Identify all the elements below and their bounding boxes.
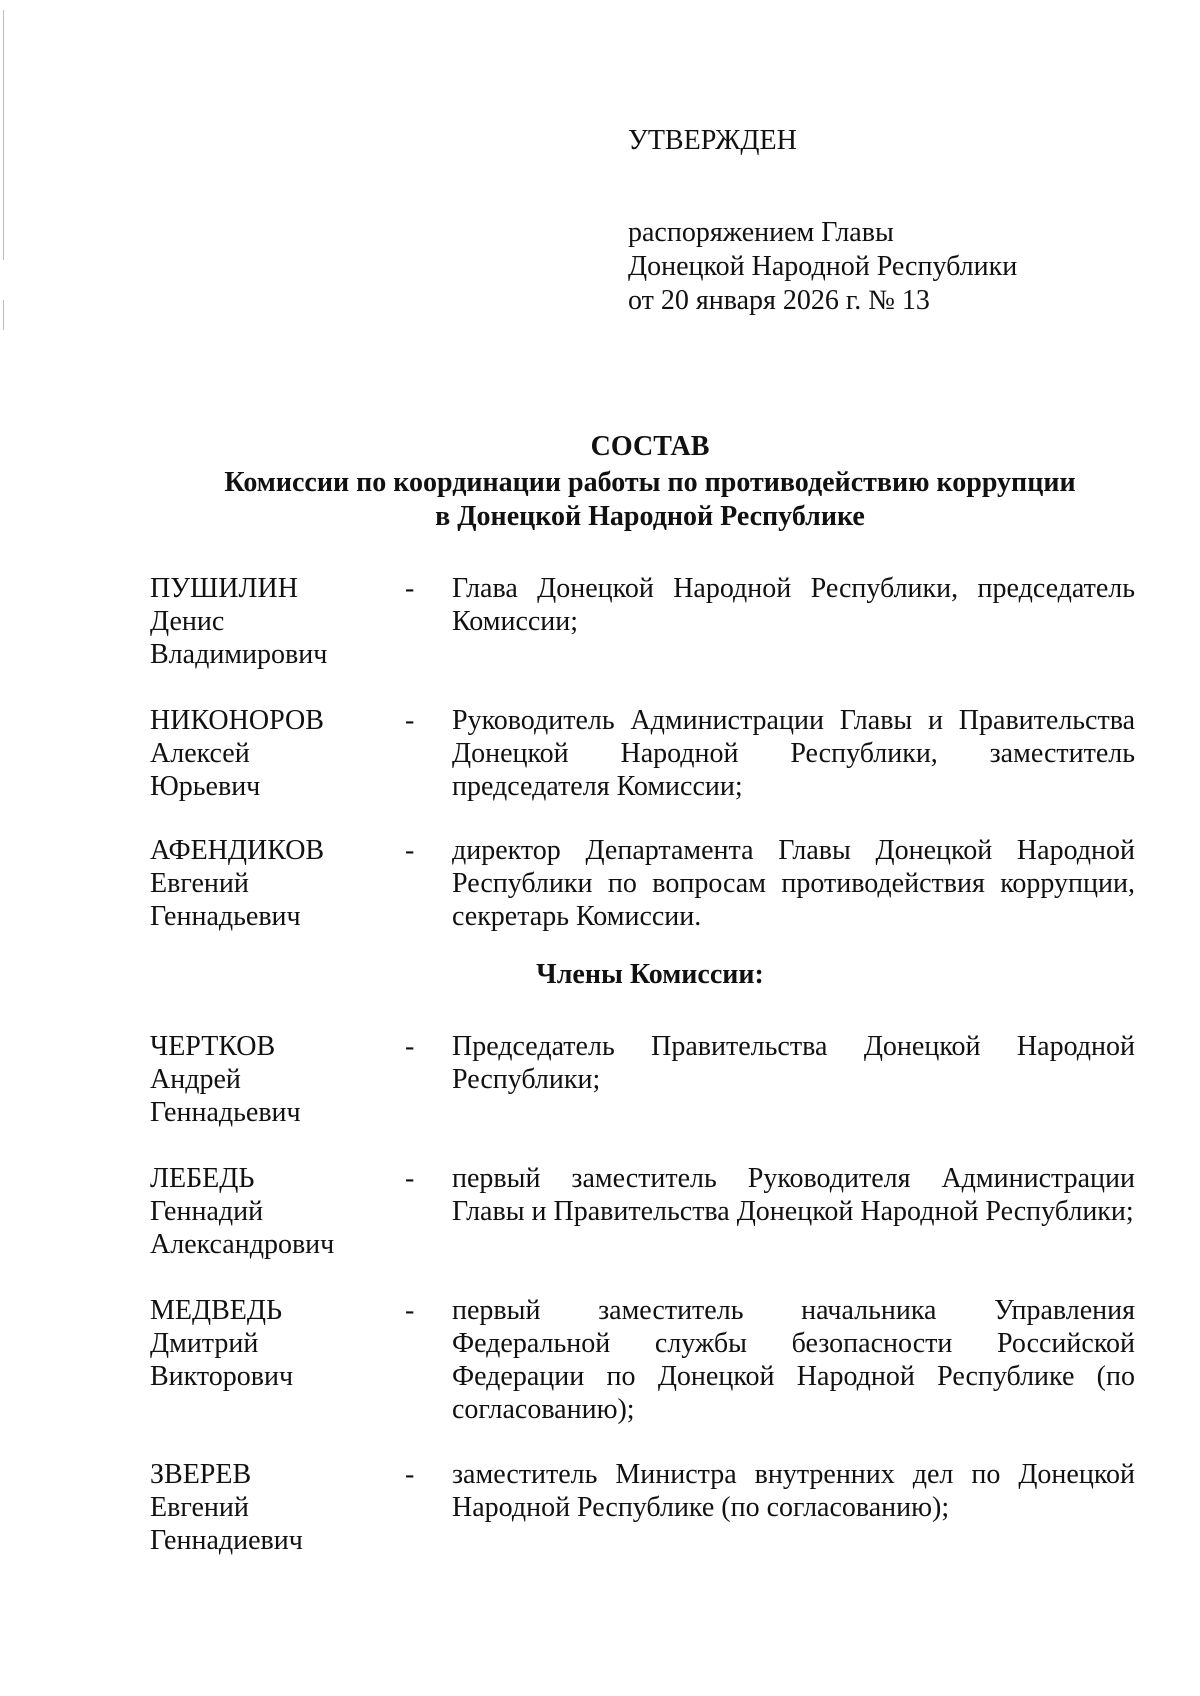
surname: ПУШИЛИН bbox=[150, 573, 298, 604]
patronymic: Юрьевич bbox=[150, 771, 261, 802]
subtitle-line: Комиссии по координации работы по противодействию коррупции bbox=[224, 467, 1076, 498]
subtitle-line: в Донецкой Народной Республике bbox=[435, 501, 865, 532]
commission-entry bbox=[150, 1294, 1135, 1434]
first-name: Евгений bbox=[150, 1492, 249, 1523]
dash-separator: - bbox=[405, 705, 415, 736]
surname: НИКОНОРОВ bbox=[150, 705, 324, 736]
patronymic: Владимирович bbox=[150, 639, 328, 670]
dash-separator: - bbox=[405, 1295, 415, 1326]
patronymic: Геннадьевич bbox=[150, 1097, 301, 1128]
first-name: Денис bbox=[150, 606, 225, 637]
first-name: Алексей bbox=[150, 738, 250, 769]
commission-entry bbox=[150, 1030, 1135, 1140]
person-name bbox=[150, 1030, 390, 1129]
approval-line: Донецкой Народной Республики bbox=[628, 251, 1018, 282]
person-name bbox=[150, 1458, 390, 1557]
dash-separator: - bbox=[405, 1031, 415, 1062]
approval-line: распоряжением Главы bbox=[628, 217, 894, 248]
commission-entry bbox=[150, 572, 1135, 682]
surname: МЕДВЕДЬ bbox=[150, 1295, 283, 1326]
position-description: Председатель Правительства Донецкой Народной Республики; bbox=[452, 1031, 1135, 1095]
dash-separator: - bbox=[405, 1459, 415, 1490]
first-name: Андрей bbox=[150, 1064, 241, 1095]
first-name: Дмитрий bbox=[150, 1328, 259, 1359]
person-name bbox=[150, 834, 390, 933]
commission-entry bbox=[150, 1162, 1135, 1272]
commission-entry bbox=[150, 834, 1135, 944]
person-name bbox=[150, 1294, 390, 1393]
patronymic: Геннадьевич bbox=[150, 901, 301, 932]
patronymic: Викторович bbox=[150, 1361, 294, 1392]
dash-separator: - bbox=[405, 1163, 415, 1194]
commission-entry bbox=[150, 1458, 1135, 1568]
surname: АФЕНДИКОВ bbox=[150, 835, 325, 866]
members-heading: Члены Комиссии: bbox=[536, 959, 764, 990]
approval-header: УТВЕРЖДЕН bbox=[628, 125, 797, 156]
position-description: директор Департамента Главы Донецкой Народной Республики по вопросам противодействия коррупции, секретарь Комиссии. bbox=[452, 835, 1135, 932]
approval-line: от 20 января 2026 г. № 13 bbox=[628, 285, 930, 316]
document-subtitle bbox=[150, 466, 1150, 534]
surname: ЛЕБЕДЬ bbox=[150, 1163, 255, 1194]
scan-edge-mark bbox=[3, 10, 4, 260]
scan-edge-mark bbox=[3, 300, 4, 330]
position-description: первый заместитель Руководителя Администрации Главы и Правительства Донецкой Народной Республики; bbox=[452, 1163, 1135, 1227]
person-name bbox=[150, 572, 390, 671]
surname: ЗВЕРЕВ bbox=[150, 1459, 252, 1490]
document-title: СОСТАВ bbox=[590, 431, 710, 462]
person-name bbox=[150, 704, 390, 803]
position-description: первый заместитель начальника Управления Федеральной службы безопасности Российской Федерации по Донецкой Народной Республике (по согласованию); bbox=[452, 1295, 1135, 1425]
patronymic: Александрович bbox=[150, 1229, 335, 1260]
first-name: Геннадий bbox=[150, 1196, 264, 1227]
dash-separator: - bbox=[405, 835, 415, 866]
approval-stamp bbox=[628, 124, 1108, 318]
patronymic: Геннадиевич bbox=[150, 1525, 303, 1556]
position-description: заместитель Министра внутренних дел по Донецкой Народной Республике (по согласованию); bbox=[452, 1459, 1135, 1523]
position-description: Глава Донецкой Народной Республики, председатель Комиссии; bbox=[452, 573, 1135, 637]
dash-separator: - bbox=[405, 573, 415, 604]
person-name bbox=[150, 1162, 390, 1261]
first-name: Евгений bbox=[150, 868, 249, 899]
surname: ЧЕРТКОВ bbox=[150, 1031, 276, 1062]
position-description: Руководитель Администрации Главы и Правительства Донецкой Народной Республики, заместитель председателя Комиссии; bbox=[452, 705, 1135, 802]
commission-entry bbox=[150, 704, 1135, 814]
